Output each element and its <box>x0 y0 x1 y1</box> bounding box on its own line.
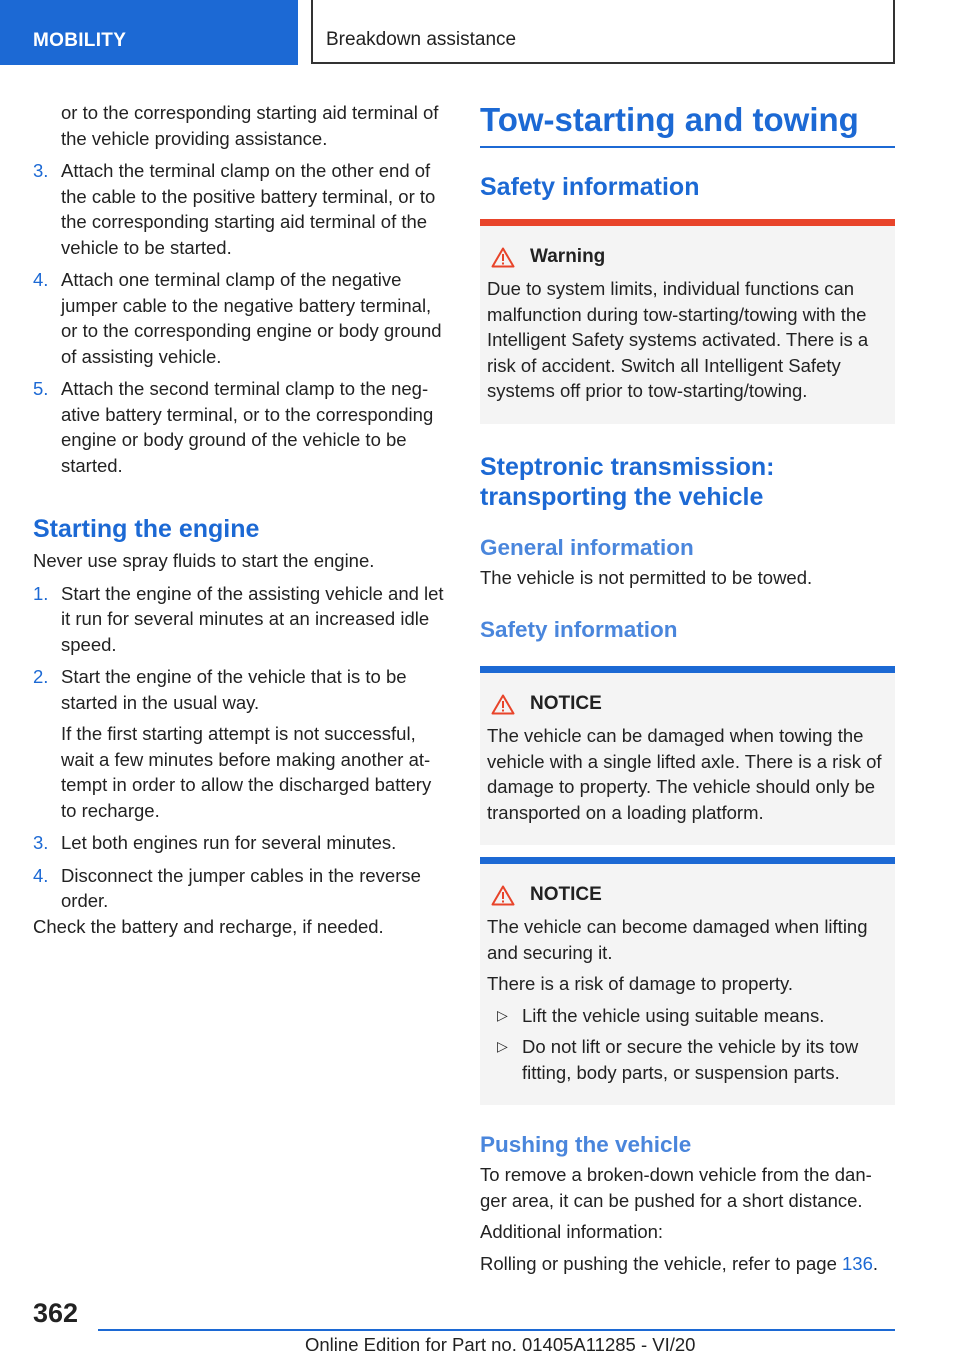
footer-divider <box>98 1329 895 1331</box>
intro-text: or to the corresponding starting aid terminal of the vehicle providing assistance. <box>61 102 439 149</box>
warning-triangle-icon <box>491 885 515 906</box>
pushing-heading: Pushing the vehicle <box>480 1132 692 1157</box>
pushing-text: To remove a broken-down vehicle from the dan-ger area, it can be pushed for a short distance. <box>480 1164 872 1211</box>
left-column <box>33 100 448 939</box>
reference-end: . <box>872 1252 879 1274</box>
closing-text: Check the battery and recharge, if needed. <box>33 915 384 937</box>
list-text: Disconnect the jumper cables in the reverse order. <box>61 864 421 911</box>
list-number: 4. <box>33 269 49 290</box>
right-column <box>480 100 895 1276</box>
list-number: 1. <box>33 582 49 604</box>
list-number: 5. <box>33 378 49 399</box>
list-item <box>33 664 448 823</box>
notice-box <box>480 666 895 845</box>
notice-title: NOTICE <box>530 884 602 905</box>
general-info-heading: General information <box>480 534 694 560</box>
list-text: Let both engines run for several minutes. <box>61 832 397 853</box>
triangle-bullet-icon: ▷ <box>497 1006 508 1023</box>
safety-info-subheading: Safety information <box>480 617 678 642</box>
list-number: 3. <box>33 160 49 181</box>
safety-heading: Safety information <box>480 173 700 201</box>
list-number: 3. <box>33 832 49 853</box>
bullet-text: Do not lift or secure the vehicle by its tow fitting, body parts, or suspension parts. <box>522 1036 859 1083</box>
page-link[interactable]: 136 <box>842 1252 873 1274</box>
footer-edition: Online Edition for Part no. 01405A11285 - VI/20 <box>305 1334 696 1355</box>
list-subtext: If the first starting attempt is not successful, wait a few minutes before making another at-tempt in order to allow the discharged battery to recharge. <box>61 723 432 821</box>
warning-box <box>480 219 895 424</box>
section-tab: MOBILITY <box>0 0 298 65</box>
steptronic-heading: Steptronic transmission: transporting the vehicle <box>480 452 775 511</box>
additional-info-label: Additional information: <box>480 1221 664 1242</box>
list-text: Attach the terminal clamp on the other end of the cable to the positive battery terminal, or to the corresponding starting aid terminal of the vehicle to be started. <box>61 160 436 258</box>
list-item <box>33 376 448 478</box>
page-header-title: Breakdown assistance <box>311 0 895 64</box>
list-number: 2. <box>33 666 49 687</box>
page-reference <box>480 1251 895 1277</box>
bullet-item <box>487 1034 888 1085</box>
starting-engine-heading: Starting the engine <box>33 515 260 543</box>
notice-title: NOTICE <box>530 693 602 714</box>
main-heading: Tow-starting and towing <box>480 100 895 148</box>
starting-intro: Never use spray fluids to start the engine. <box>33 550 375 571</box>
list-item <box>33 267 448 369</box>
notice-text: The vehicle can become damaged when lifting and securing it. <box>487 916 868 963</box>
warning-title: Warning <box>530 246 606 267</box>
warning-triangle-icon <box>491 694 515 715</box>
general-info-text: The vehicle is not permitted to be towed. <box>480 566 813 588</box>
reference-text: Rolling or pushing the vehicle, refer to page <box>480 1252 842 1274</box>
notice-box <box>480 857 895 1105</box>
bullet-item <box>487 1003 888 1029</box>
list-item <box>33 158 448 260</box>
list-item <box>33 830 448 856</box>
warning-text: Due to system limits, individual functions can malfunction during tow-starting/towing with the Intelligent Safety systems activated. There is a risk of accident. Switch all Intelligent Safety systems off prior to tow-starting/towing. <box>487 278 869 401</box>
list-item <box>33 581 448 658</box>
list-text: Attach the second terminal clamp to the neg-ative battery terminal, or to the corresponding engine or body ground of the vehicle to be started. <box>61 378 434 476</box>
bullet-text: Lift the vehicle using suitable means. <box>522 1004 825 1026</box>
triangle-bullet-icon: ▷ <box>497 1038 508 1054</box>
warning-triangle-icon <box>491 247 515 268</box>
list-text: Start the engine of the vehicle that is to be started in the usual way. <box>61 666 407 713</box>
list-text: Start the engine of the assisting vehicle and let it run for several minutes at an increased idle speed. <box>61 582 444 655</box>
list-text: Attach one terminal clamp of the negative jumper cable to the negative battery terminal, or to the corresponding engine or body ground of assisting vehicle. <box>61 269 442 367</box>
notice-text: There is a risk of damage to property. <box>487 973 794 994</box>
page-number: 362 <box>33 1298 79 1328</box>
list-number: 4. <box>33 864 49 886</box>
list-item <box>33 863 448 914</box>
notice-text: The vehicle can be damaged when towing the vehicle with a single lifted axle. There is a risk of damage to property. The vehicle should only be transported on a loading platform. <box>487 725 882 823</box>
